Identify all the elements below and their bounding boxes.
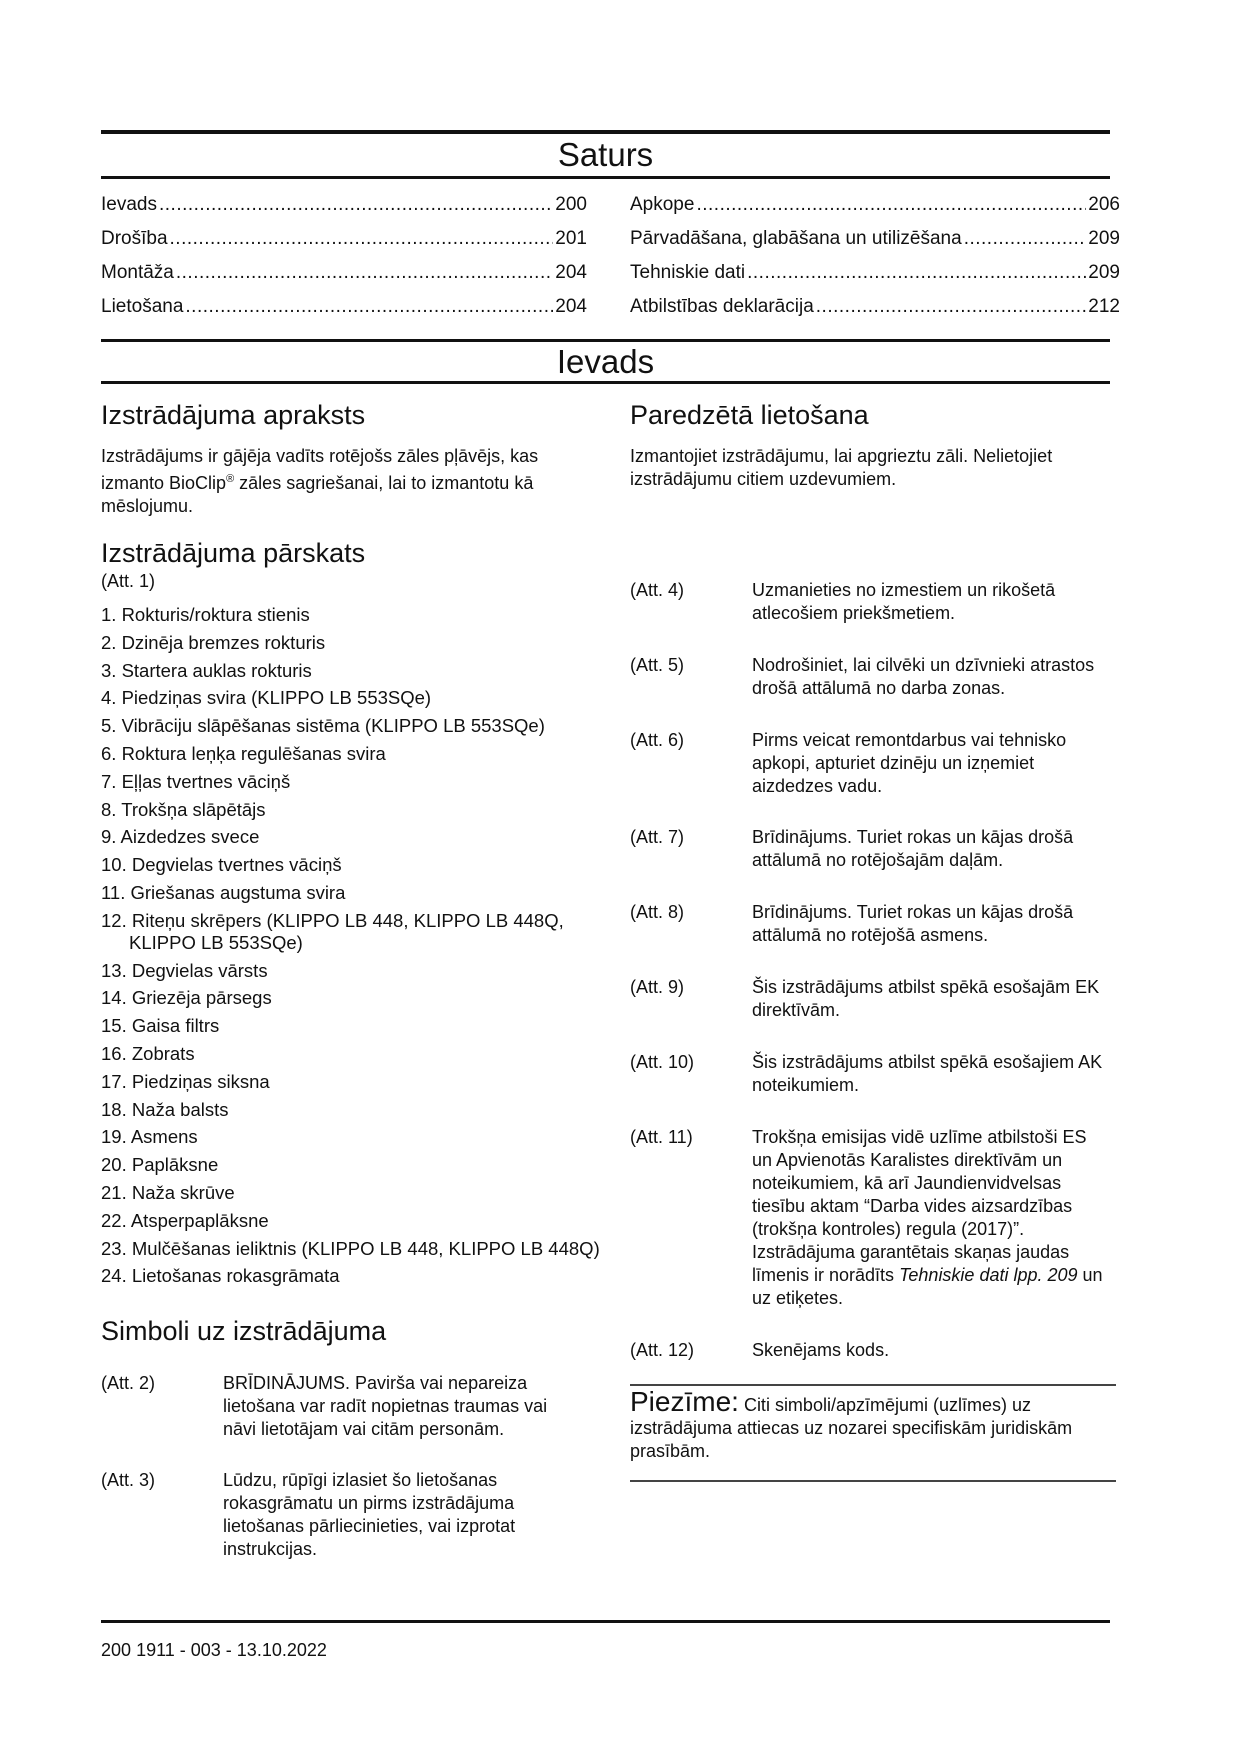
description-text: Izstrādājums ir gājēja vadīts rotējošs zāles pļāvējs, kas izmanto BioClip® zāles sagriešanai, lai to izmantotu kā mēslojumu. [101,446,539,516]
toc-top-rule [101,130,1110,134]
intro-title: Ievads [556,343,655,380]
symbol-entry: (Att. 9) Šis izstrādājums atbilst spēkā esošajām EK direktīvām. [630,977,1100,1020]
toc-column-right [630,188,1120,324]
note-bottom-rule [630,1480,1116,1482]
list-item: 12. Riteņu skrēpers (KLIPPO LB 448, KLIPPO LB 448Q, KLIPPO LB 553SQe) [101,909,564,953]
list-item: 14. Griezēja pārsegs [101,987,272,1009]
symbol-entry [101,1372,581,1441]
toc-entry[interactable]: Montāža ..... 204 [101,256,587,290]
list-item: 20. Paplāksne [101,1154,219,1176]
list-item: 3. Startera auklas rokturis [101,659,312,681]
figure-ref: (Att. 2) [101,1373,156,1393]
intended-use-heading: Paredzētā lietošana [630,400,869,430]
footer-rule [101,1620,1110,1623]
toc-entry[interactable]: Lietošana ..... 204 [101,290,587,324]
toc-entry[interactable]: Ievads ..... 200 [101,188,587,222]
list-item: 8. Trokšņa slāpētājs [101,798,266,820]
symbol-entry: (Att. 4) Uzmanieties no izmestiem un rikošetā atlecošiem priekšmetiem. [630,580,1056,623]
list-item: 2. Dzinēja bremzes rokturis [101,631,326,653]
list-item: 17. Piedziņas siksna [101,1070,270,1092]
list-item: 18. Naža balsts [101,1098,229,1120]
list-item: 5. Vibrāciju slāpēšanas sistēma (KLIPPO LB 553SQe) [101,715,545,737]
toc-column-left [101,188,587,324]
intro-bottom-rule [101,381,1110,384]
list-item: 6. Roktura leņķa regulēšanas svira [101,742,386,764]
symbol-entry: (Att. 11) Trokšņa emisijas vidē uzlīme atbilstoši ES un Apvienotās Karalistes direktīvām un noteikumiem, kā arī Jaundienvidvelsas tiesību aktam “Darba vides aizsardzības (trokšņa kontroles) regula (2017)”. Izstrādājuma garantētais skaņas jaudas līmenis ir norādīts Tehniskie dati lpp. 209 un uz etiķetes. [630,1127,1103,1308]
symbol-entry: (Att. 5) Nodrošiniet, lai cilvēki un dzīvnieki atrastos drošā attālumā no darba zonas. [630,655,1095,698]
list-item: 15. Gaisa filtrs [101,1015,220,1037]
list-item: 9. Aizdedzes svece [101,826,260,848]
toc-entry[interactable]: Atbilstības deklarācija ..... 212 [630,290,1120,324]
symbol-entry [101,1469,581,1561]
list-item: 10. Degvielas tvertnes vāciņš [101,854,342,876]
note-text: Citi simboli/apzīmējumi (uzlīmes) uz izstrādājuma attiecas uz nozarei specifiskām juridiskām prasībām. [630,1395,1073,1461]
list-item: 7. Eļļas tvertnes vāciņš [101,770,291,792]
symbols-heading: Simboli uz izstrādājuma [101,1316,387,1346]
list-item: 16. Zobrats [101,1042,195,1064]
page-number: 200 [101,1640,132,1660]
toc-entry[interactable]: Tehniskie dati ..... 209 [630,256,1120,290]
toc-title: Saturs [557,136,654,173]
toc-bottom-rule [101,176,1110,179]
symbol-entry: (Att. 8) Brīdinājums. Turiet rokas un kājas drošā attālumā no rotējošā asmens. [630,902,1074,945]
note-heading: Piezīme: [630,1386,739,1417]
document-id: 1911 - 003 - 13.10.2022 [136,1640,327,1660]
parts-list [101,604,601,1293]
symbol-entry: (Att. 10) Šis izstrādājums atbilst spēkā esošajiem AK noteikumiem. [630,1052,1103,1095]
toc-entry[interactable]: Pārvadāšana, glabāšana un utilizēšana ..... 209 [630,222,1120,256]
symbol-text: Lūdzu, rūpīgi izlasiet šo lietošanas rokasgrāmatu un pirms izstrādājuma lietošanas pārliecinieties, vai izprotat instrukcijas. [223,1470,516,1559]
symbol-entry: (Att. 12) Skenējams kods. [630,1340,890,1360]
figure-ref: (Att. 3) [101,1470,156,1490]
note-box [630,1386,1116,1463]
list-item: 24. Lietošanas rokasgrāmata [101,1265,340,1287]
list-item: 11. Griešanas augstuma svira [101,881,346,903]
symbol-text: BRĪDINĀJUMS. Pavirša vai nepareiza lietošana var radīt nopietnas traumas vai nāvi lietotājam vai citām personām. [223,1373,548,1439]
footer [101,1640,327,1661]
toc-entry[interactable]: Apkope ..... 206 [630,188,1120,222]
list-item: 4. Piedziņas svira (KLIPPO LB 553SQe) [101,687,432,709]
tech-data-link[interactable]: Tehniskie dati lpp. 209 [899,1265,1078,1285]
toc-entry[interactable]: Drošība ..... 201 [101,222,587,256]
description-heading: Izstrādājuma apraksts [101,400,366,430]
list-item: 13. Degvielas vārsts [101,959,268,981]
intended-use-text: Izmantojiet izstrādājumu, lai apgrieztu zāli. Nelietojiet izstrādājumu citiem uzdevumiem. [630,446,1053,489]
overview-figure-ref: (Att. 1) [101,571,156,591]
list-item: 19. Asmens [101,1126,198,1148]
symbol-entry: (Att. 6) Pirms veicat remontdarbus vai tehnisko apkopi, apturiet dzinēju un izņemiet aizdedzes vadu. [630,730,1067,796]
symbol-entry: (Att. 7) Brīdinājums. Turiet rokas un kājas drošā attālumā no rotējošajām daļām. [630,827,1074,870]
overview-heading: Izstrādājuma pārskats [101,538,366,568]
list-item: 23. Mulčēšanas ieliktnis (KLIPPO LB 448, KLIPPO LB 448Q) [101,1237,600,1259]
list-item: 22. Atsperpaplāksne [101,1209,269,1231]
list-item: 1. Rokturis/roktura stienis [101,604,310,625]
list-item: 21. Naža skrūve [101,1181,235,1203]
